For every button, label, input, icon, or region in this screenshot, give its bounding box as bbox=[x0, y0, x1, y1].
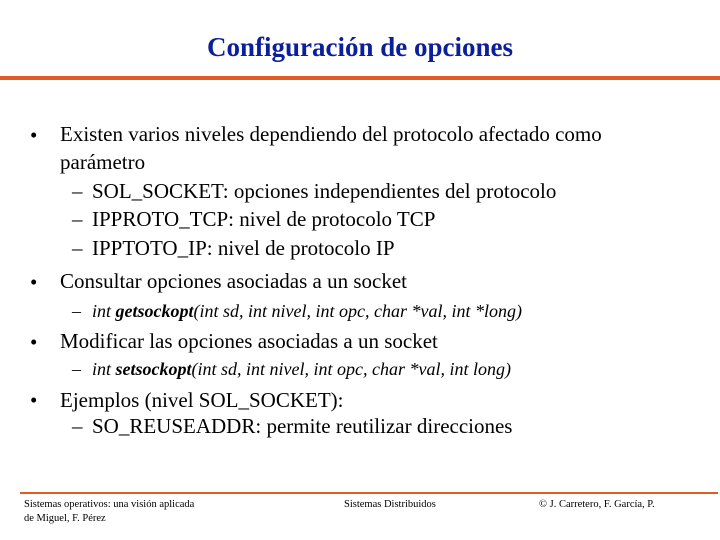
setsockopt-dash: – bbox=[72, 359, 81, 379]
setsockopt-return-type: int bbox=[92, 359, 116, 379]
footer-book-authors: de Miguel, F. Pérez bbox=[24, 512, 106, 524]
setsockopt-function-name: setsockopt bbox=[115, 359, 192, 379]
sub-bullet-3-text: IPPTOTO_IP: nivel de protocolo IP bbox=[92, 236, 395, 260]
footer-course-name: Sistemas Distribuidos bbox=[344, 499, 436, 510]
getsockopt-signature bbox=[92, 302, 522, 320]
footer-divider bbox=[20, 492, 718, 494]
getsockopt-function-name: getsockopt bbox=[115, 301, 194, 321]
bullet-4-marker: • bbox=[30, 388, 38, 412]
setsockopt-arguments: (int sd, int nivel, int opc, char *val, int long) bbox=[191, 359, 511, 379]
setsockopt-signature bbox=[92, 360, 511, 378]
bullet-1-text-line-1: Existen varios niveles dependiendo del protocolo afectado como bbox=[60, 122, 602, 146]
sub-bullet-1-text: SOL_SOCKET: opciones independientes del protocolo bbox=[92, 179, 557, 203]
bullet-2-marker: • bbox=[30, 270, 38, 294]
bullet-1-text-line-2: parámetro bbox=[60, 150, 146, 174]
bullet-2-text: Consultar opciones asociadas a un socket bbox=[60, 269, 407, 293]
footer-copyright: © J. Carretero, F. García, P. bbox=[539, 499, 655, 510]
getsockopt-arguments: (int sd, int nivel, int opc, char *val, int *long) bbox=[193, 301, 522, 321]
sub-bullet-2-dash: – bbox=[72, 207, 83, 231]
bullet-1-marker: • bbox=[30, 123, 38, 147]
title-divider bbox=[0, 76, 720, 80]
footer-book-credit bbox=[24, 498, 194, 525]
getsockopt-dash: – bbox=[72, 301, 81, 321]
bullet-3-text: Modificar las opciones asociadas a un socket bbox=[60, 329, 438, 353]
sub-bullet-4-dash: – bbox=[72, 414, 83, 438]
sub-bullet-3-dash: – bbox=[72, 236, 83, 260]
sub-bullet-1-dash: – bbox=[72, 179, 83, 203]
page-title: Configuración de opciones bbox=[206, 32, 514, 62]
sub-bullet-2-text: IPPROTO_TCP: nivel de protocolo TCP bbox=[92, 207, 436, 231]
sub-bullet-4-text: SO_REUSEADDR: permite reutilizar direcciones bbox=[92, 414, 513, 438]
bullet-4-text: Ejemplos (nivel SOL_SOCKET): bbox=[60, 388, 344, 412]
bullet-3-marker: • bbox=[30, 330, 38, 354]
footer-book-title: Sistemas operativos: una visión aplicada bbox=[24, 499, 195, 510]
getsockopt-return-type: int bbox=[92, 301, 116, 321]
